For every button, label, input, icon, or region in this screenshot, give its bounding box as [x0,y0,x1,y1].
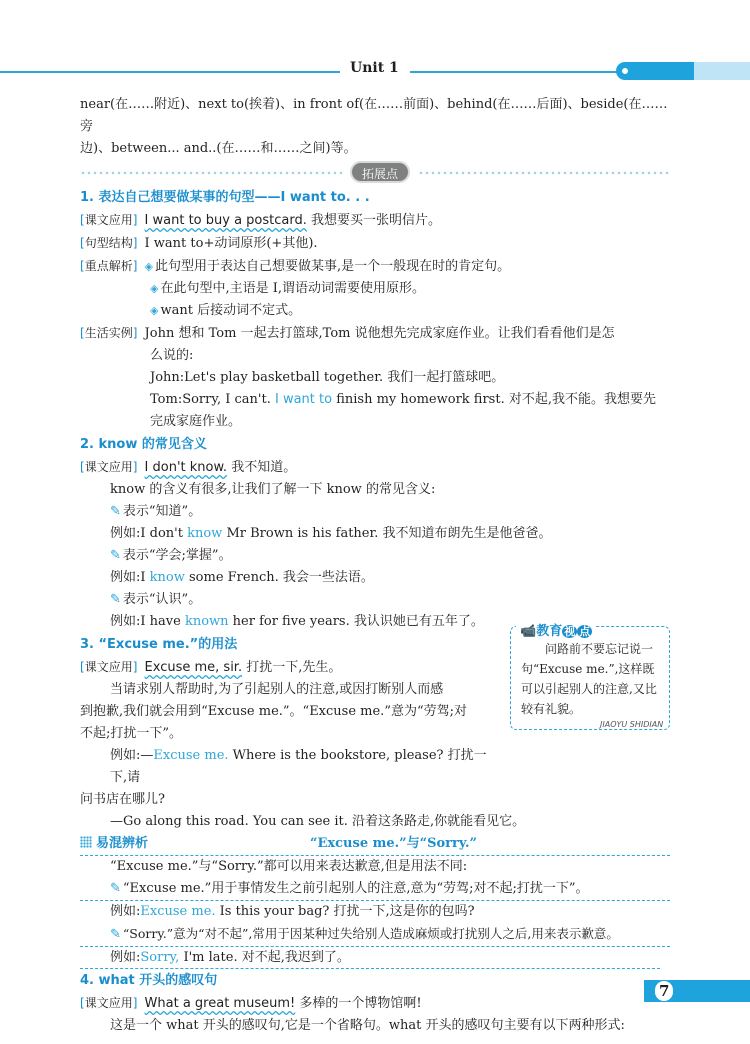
section-3-title: 3. “Excuse me.”的用法 [80,637,238,652]
s4-app [80,992,670,1015]
s2-example-1: 例如:I don't know Mr Brown is his father. 我不知道布朗先生是他爸爸。 [110,526,552,541]
s1-tom-2: 完成家庭作业。 [150,414,242,429]
mix-meaning-1: ✎ “Excuse me.”用于事情发生之前引起别人的注意,意为“劳驾;对不起;打扰一下”。 [80,878,670,901]
s2-intro: know 的含义有很多,让我们了解一下 know 的常见含义: [110,482,436,497]
tag-struct: [句型结构] [80,236,138,250]
s1-key-3 [80,300,670,322]
s2-meaning-1: ✎ 表示“知道”。 [110,504,202,519]
tag-key: [重点解析] [80,259,138,273]
pen-icon: ✎ [110,504,121,519]
intro-line-2: 边)、between... and..(在……和……之间)等。 [80,141,357,156]
tag-app: [课文应用] [80,660,138,674]
s1-tom: Tom:Sorry, I can't. I want to finish my homework first. 对不起,我不能。我想要先 [150,392,656,407]
s3-p1: 当请求别人帮助时,为了引起别人的注意,或因打断别人而感 [110,682,444,697]
s1-key-1 [80,255,670,278]
header-bar-light [694,62,750,80]
s2-example-3: 例如:I have known her for five years. 我认识她已有五年了。 [110,614,484,629]
s3-example-3: —Go along this road. You can see it. 沿着这条路走,你就能看见它。 [110,814,526,829]
pen-icon: ✎ [110,927,121,942]
intro-line-1: near(在……附近)、next to(挨着)、in front of(在……前面)、behind(在……后面)、beside(在……旁 [80,97,668,134]
mix-intro: “Excuse me.”与“Sorry.”都可以用来表达歉意,但是用法不同: [110,859,468,874]
tag-life: [生活实例] [80,326,138,340]
edu-viewpoint-box: 问路前不要忘记说一句“Excuse me.”,这样既可以引起别人的注意,又比较有礼貌。 [510,626,670,730]
s1-app-en: I want to buy a postcard. [144,213,307,228]
s3-example: 例如:—Excuse me. Where is the bookstore, please? 打扰一下,请 [110,748,487,785]
header-rule-right [410,71,630,73]
s2-app-cn: 我不知道。 [231,460,297,475]
s4-app-cn: 多棒的一个博物馆啊! [299,996,422,1011]
key-point: want 后接动词不定式。 [160,303,302,318]
s1-struct-text: I want to+动词原形(+其他). [144,236,318,251]
pen-icon: ✎ [110,548,121,563]
s2-meaning-3: ✎ 表示“认识”。 [110,592,202,607]
page-number: 7 [655,981,673,1001]
tag-app: [课文应用] [80,996,138,1010]
pen-icon: ✎ [110,881,121,896]
s1-life-text: John 想和 Tom 一起去打篮球,Tom 说他想先完成家庭作业。让我们看看他们是怎 [144,326,615,341]
s1-life-2: 么说的: [150,348,194,363]
expand-badge: 拓展点 [350,161,410,183]
s3-app-en: Excuse me, sir. [144,660,243,675]
camera-icon: 📹 [520,624,537,639]
s3-p3: 不起;打扰一下”。 [80,726,183,741]
tag-app: [课文应用] [80,213,138,227]
mix-example-1: 例如:Excuse me. Is this your bag? 打扰一下,这是你的包吗? [110,904,475,919]
header-rule-left [0,71,340,73]
dot-rule-right [418,170,670,176]
diamond-icon: ◈ [150,282,159,295]
s2-app-en: I don't know. [144,460,228,475]
s3-body [80,679,500,811]
grid-icon [80,836,92,848]
highlight: I want to [274,392,333,407]
section-2-title: 2. know 的常见含义 [80,437,207,452]
pen-icon: ✎ [110,592,121,607]
section-1-title: 1. 表达自己想要做某事的句型——I want to. . . [80,190,370,205]
tag-app: [课文应用] [80,460,138,474]
s2-example-2: 例如:I know some French. 我会一些法语。 [110,570,374,585]
s3-p2: 到抱歉,我们就会用到“Excuse me.”。“Excuse me.”意为“劳驾;对 [80,704,467,719]
s2-app [80,456,670,479]
page-content [80,94,670,1037]
header-dot-icon [620,66,630,76]
s3-example-2: 问书店在哪儿? [80,792,165,807]
s3-app-cn: 打扰一下,先生。 [246,660,342,675]
dot-rule-left [80,170,342,176]
expand-divider [80,160,670,186]
s4-app-en: What a great museum! [144,996,296,1011]
unit-title: Unit 1 [350,60,399,76]
edu-viewpoint-title: 📹教育 视 点 [516,620,596,639]
s1-app [80,209,670,232]
key-point: 在此句型中,主语是 I,谓语动词需要使用原形。 [160,281,426,296]
s2-meaning-2: ✎ 表示“学会;掌握”。 [110,548,232,563]
section-4-title: 4. what 开头的感叹句 [80,973,218,988]
s1-struct [80,232,670,255]
diamond-icon: ◈ [144,260,153,273]
s4-p1: 这是一个 what 开头的感叹句,它是一个省略句。what 开头的感叹句主要有以下两种形式: [110,1018,625,1033]
mix-subtitle: “Excuse me.”与“Sorry.” [310,836,477,851]
s1-life-1 [80,322,670,345]
diamond-icon: ◈ [150,304,159,317]
s1-key-2 [80,278,670,300]
edu-pinyin: JIAOYU SHIDIAN [600,720,664,729]
mix-example-2: 例如:Sorry, I'm late. 对不起,我迟到了。 [110,950,350,965]
bottom-rule [80,968,660,969]
mix-meaning-2: ✎ “Sorry.”意为“对不起”,常用于因某种过失给别人造成麻烦或打扰别人之后,用来表示歉意。 [80,923,670,947]
key-point: 此句型用于表达自己想要做某事,是一个一般现在时的肯定句。 [155,259,511,274]
s1-john: John:Let's play basketball together. 我们一起打篮球吧。 [150,370,505,385]
mix-title-row: 易混辨析 “Excuse me.”与“Sorry.” [80,833,670,856]
s1-app-cn: 我想要买一张明信片。 [311,213,442,228]
